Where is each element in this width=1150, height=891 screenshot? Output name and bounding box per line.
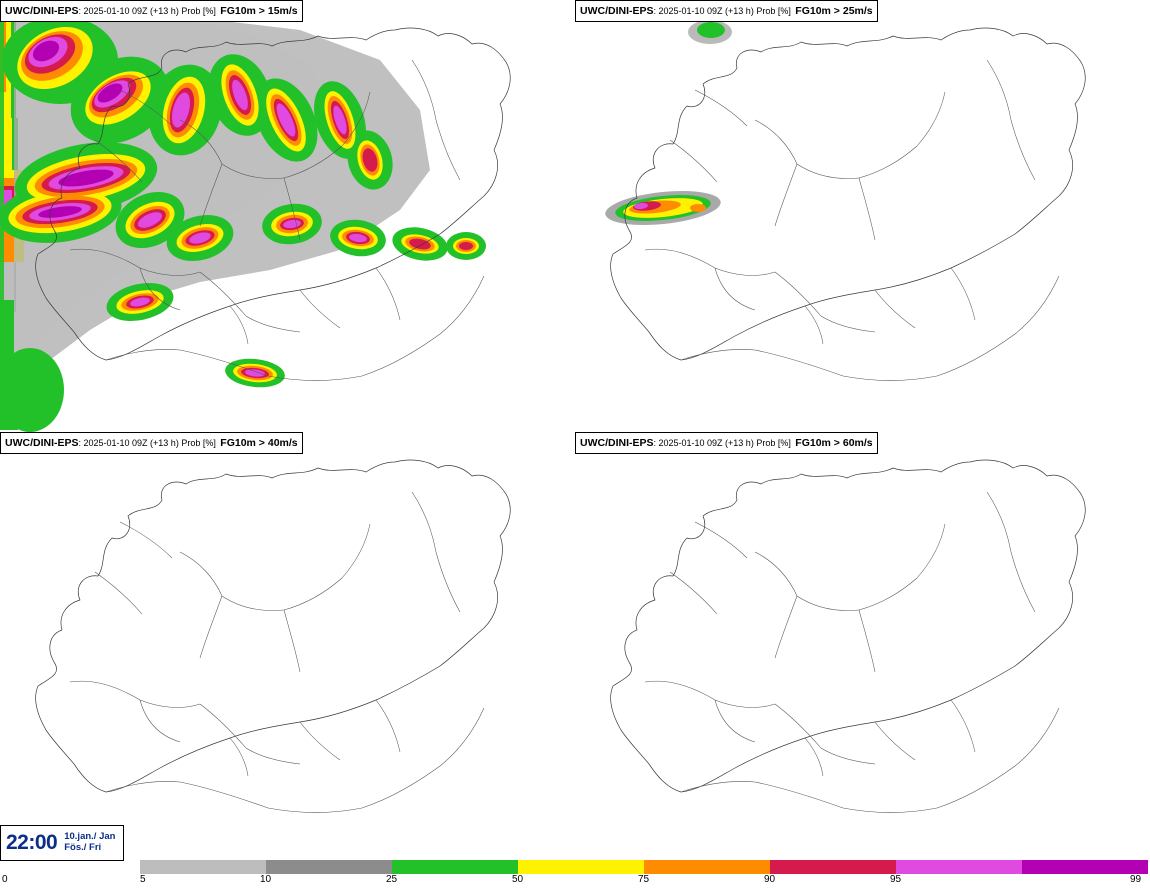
map-fg40	[0, 432, 575, 864]
panel-title-fg25	[575, 0, 878, 22]
panel-run-label: : 2025-01-10 09Z (+13 h) Prob [%]	[78, 438, 216, 448]
panel-fg15	[0, 0, 575, 432]
map-fg15	[0, 0, 575, 432]
colorbar-segment	[140, 860, 266, 874]
colorbar-tick-label: 10	[260, 874, 272, 885]
panel-model-label: UWC/DINI-EPS	[580, 437, 654, 449]
colorbar-tick-label: 50	[512, 874, 524, 885]
colorbar-segment	[644, 860, 770, 874]
valid-weekday-label: Fös./ Fri	[64, 842, 102, 853]
colorbar-segment	[896, 860, 1022, 874]
panel-title-fg40	[0, 432, 303, 454]
valid-time-box	[0, 825, 124, 861]
panel-run-label: : 2025-01-10 09Z (+13 h) Prob [%]	[78, 6, 216, 16]
probability-field-fg15	[0, 14, 486, 432]
panel-title-fg60	[575, 432, 878, 454]
panel-model-label: UWC/DINI-EPS	[5, 5, 79, 17]
colorbar-tick-label: 25	[386, 874, 398, 885]
coastline-fg60	[611, 460, 1086, 813]
colorbar-tick-0: 0	[2, 874, 8, 885]
panel-model-label: UWC/DINI-EPS	[5, 437, 79, 449]
panel-fg60	[575, 432, 1150, 864]
valid-date-label: 10.jan./ Jan	[64, 831, 116, 843]
panel-run-label: : 2025-01-10 09Z (+13 h) Prob [%]	[653, 6, 791, 16]
panel-variable-label: FG10m > 60m/s	[795, 437, 873, 449]
map-fg25	[575, 0, 1150, 432]
colorbar-tick-label: 75	[638, 874, 650, 885]
panel-fg40	[0, 432, 575, 864]
colorbar-tick-label: 90	[764, 874, 776, 885]
colorbar-tick-label: 5	[140, 874, 146, 885]
colorbar-tick-label: 99	[1130, 874, 1142, 885]
panel-title-fg15	[0, 0, 303, 22]
colorbar-tick-label: 95	[890, 874, 902, 885]
map-fg60	[575, 432, 1150, 864]
colorbar-segment	[770, 860, 896, 874]
colorbar-segment	[266, 860, 392, 874]
panel-variable-label: FG10m > 15m/s	[220, 5, 298, 17]
colorbar-segment	[1022, 860, 1148, 874]
probability-field-fg25	[604, 20, 732, 230]
probability-colorbar	[140, 860, 1148, 874]
panel-variable-label: FG10m > 40m/s	[220, 437, 298, 449]
colorbar-tick-labels	[0, 874, 1150, 890]
panel-variable-label: FG10m > 25m/s	[795, 5, 873, 17]
panel-run-label: : 2025-01-10 09Z (+13 h) Prob [%]	[653, 438, 791, 448]
valid-time-dates	[57, 832, 115, 854]
panel-fg25	[575, 0, 1150, 432]
colorbar-segment	[392, 860, 518, 874]
colorbar-segment	[518, 860, 644, 874]
panel-model-label: UWC/DINI-EPS	[580, 5, 654, 17]
coastline-fg40	[36, 460, 511, 813]
valid-time-hour: 22:00	[6, 831, 58, 854]
